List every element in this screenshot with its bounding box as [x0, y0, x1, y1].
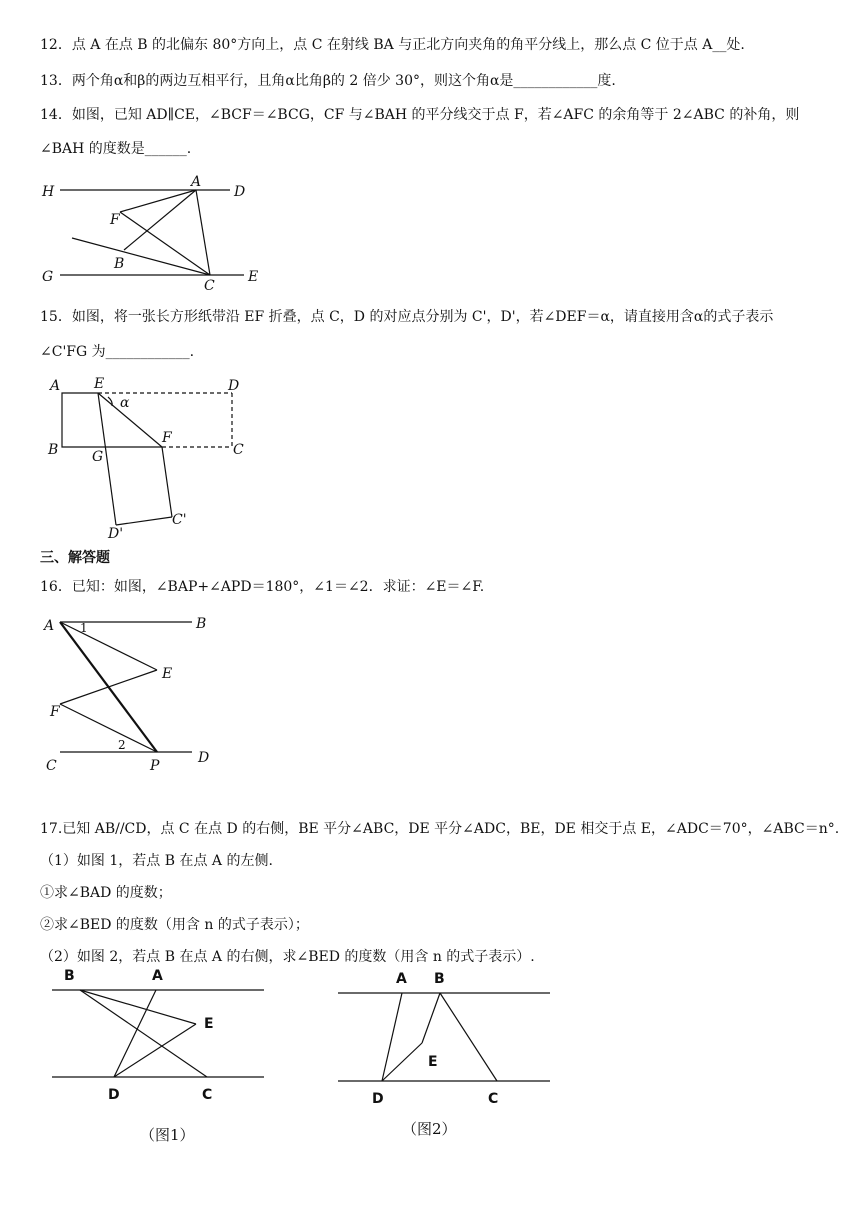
fig17b-label-B: B — [434, 971, 445, 987]
fig17b-label-E: E — [428, 1054, 438, 1070]
fig15-label-Dprime: D' — [108, 526, 124, 542]
fig16-label-2: 2 — [118, 738, 126, 752]
fig16-label-B: B — [196, 616, 207, 632]
question-17-part2: （2）如图 2，若点 B 在点 A 的右侧，求∠BED 的度数（用含 n 的式子表示）. — [40, 949, 535, 965]
fig14-label-C: C — [204, 278, 215, 294]
section-heading: 三、解答题 — [40, 550, 110, 566]
question-17-part1: （1）如图 1，若点 B 在点 A 的左侧. — [40, 853, 273, 869]
fig17a-label-A: A — [152, 968, 163, 984]
fig14-label-H: H — [42, 184, 55, 200]
fig17b-label-C: C — [488, 1091, 499, 1107]
fig17b-label-D: D — [372, 1091, 384, 1107]
fig15-label-D: D — [228, 378, 240, 394]
fig16-label-P: P — [150, 758, 160, 774]
question-17-part1b: ②求∠BED 的度数（用含 n 的式子表示）； — [40, 917, 309, 933]
fig14-label-B: B — [114, 256, 125, 272]
fig17a-label-C: C — [202, 1087, 213, 1103]
fig16-label-1: 1 — [80, 621, 88, 635]
fig15-label-A: A — [50, 378, 61, 394]
fig15-label-G: G — [92, 449, 104, 465]
question-17-part1a: ①求∠BAD 的度数； — [40, 885, 172, 901]
fig14-label-F: F — [110, 212, 120, 228]
fig15-label-E: E — [94, 376, 105, 392]
fig15-label-C: C — [233, 442, 244, 458]
fig15-label-alpha: α — [120, 395, 130, 411]
caption-figure-2: （图2） — [402, 1120, 457, 1138]
fig14-label-D: D — [234, 184, 246, 200]
fig17a-label-E: E — [204, 1016, 214, 1032]
fig16-label-C: C — [46, 758, 57, 774]
question-13: 13．两个角α和β的两边互相平行，且角α比角β的 2 倍少 30°，则这个角α是____________度. — [40, 73, 616, 89]
fig15-label-F: F — [162, 430, 172, 446]
fig15-label-Cprime: C' — [172, 512, 187, 528]
fig14-label-G: G — [42, 269, 54, 285]
question-16: 16．已知：如图，∠BAP+∠APD＝180°，∠1＝∠2．求证：∠E＝∠F. — [40, 579, 485, 595]
question-17: 17.已知 AB//CD，点 C 在点 D 的右侧，BE 平分∠ABC，DE 平分∠ADC，BE，DE 相交于点 E，∠ADC＝70°，∠ABC＝n°. — [40, 821, 840, 837]
question-14-line2: ∠BAH 的度数是______. — [40, 141, 192, 157]
fig14-label-A: A — [191, 174, 202, 190]
fig15-label-B: B — [48, 442, 59, 458]
question-14-line1: 14．如图，已知 AD∥CE，∠BCF＝∠BCG，CF 与∠BAH 的平分线交于点 F，若∠AFC 的余角等于 2∠ABC 的补角，则 — [40, 107, 800, 123]
fig17b-label-A: A — [396, 971, 407, 987]
fig16-label-F: F — [50, 704, 60, 720]
question-15-line1: 15．如图，将一张长方形纸带沿 EF 折叠，点 C，D 的对应点分别为 C'，D'，若∠DEF＝α，请直接用含α的式子表示 — [40, 309, 774, 325]
fig16-label-D: D — [198, 750, 210, 766]
caption-figure-1: （图1） — [140, 1126, 195, 1144]
fig17a-label-B: B — [64, 968, 75, 984]
fig16-label-E: E — [162, 666, 173, 682]
question-12: 12．点 A 在点 B 的北偏东 80°方向上，点 C 在射线 BA 与正北方向夹角的角平分线上，那么点 C 位于点 A__处. — [40, 37, 745, 53]
fig16-label-A: A — [44, 618, 55, 634]
fig14-label-E: E — [248, 269, 259, 285]
fig17a-label-D: D — [108, 1087, 120, 1103]
question-15-line2: ∠C'FG 为____________. — [40, 344, 195, 360]
